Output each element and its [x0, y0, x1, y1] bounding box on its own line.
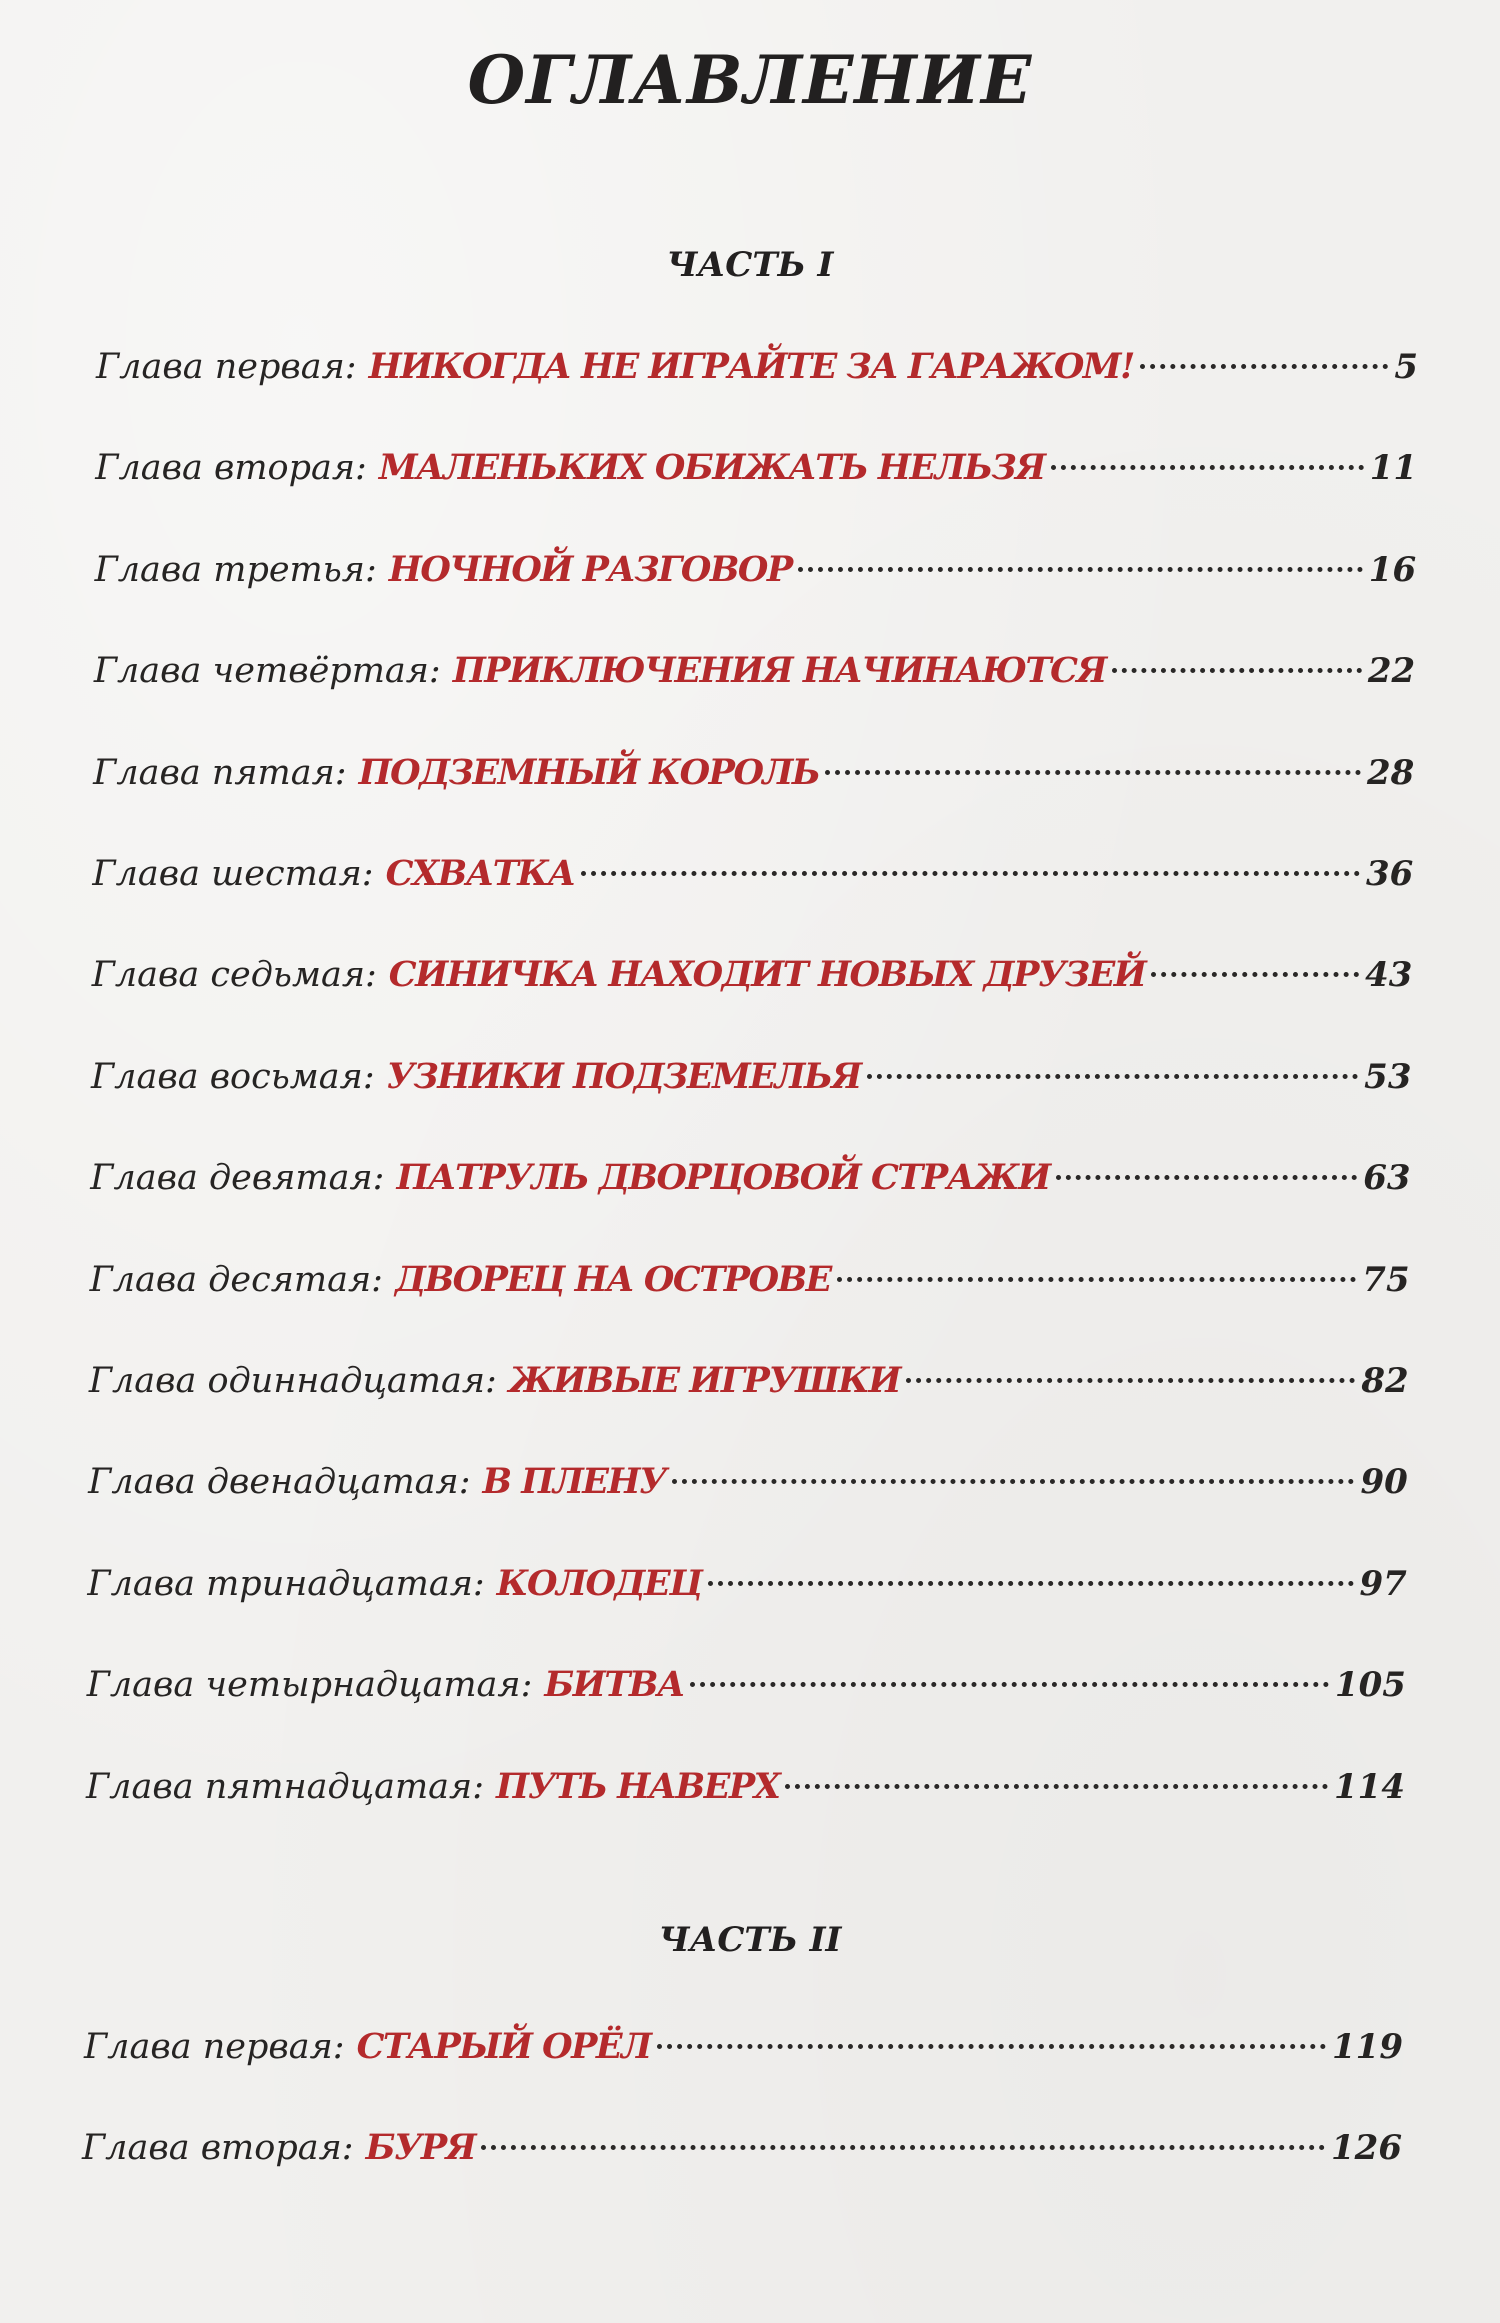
chapter-title[interactable]: СИНИЧКА НАХОДИТ НОВЫХ ДРУЗЕЙ	[388, 954, 1146, 996]
part-heading-2: ЧАСТЬ II	[658, 1920, 842, 1960]
toc-entry[interactable]	[92, 948, 1413, 1002]
chapter-title[interactable]: НИКОГДА НЕ ИГРАЙТЕ ЗА ГАРАЖОМ!	[368, 346, 1134, 387]
dot-leader	[906, 1378, 1355, 1383]
page-number: 22	[1367, 651, 1416, 692]
chapter-number-label: Глава четвёртая:	[93, 651, 441, 692]
page-number: 11	[1369, 448, 1418, 489]
chapter-title[interactable]: ПУТЬ НАВЕРХ	[496, 1765, 780, 1807]
page-number: 105	[1334, 1665, 1406, 1706]
chapter-number-label: Глава первая:	[84, 2027, 345, 2067]
toc-entry[interactable]	[84, 2020, 1403, 2074]
chapter-number-label: Глава двенадцатая:	[88, 1462, 471, 1503]
page-number: 43	[1365, 955, 1413, 996]
page-number: 126	[1331, 2128, 1402, 2168]
dot-leader	[837, 1277, 1356, 1282]
page-number: 90	[1360, 1462, 1408, 1503]
chapter-title[interactable]: ДВОРЕЦ НА ОСТРОВЕ	[394, 1258, 831, 1300]
chapter-number-label: Глава девятая:	[90, 1158, 385, 1199]
chapter-number-label: Глава одиннадцатая:	[88, 1361, 497, 1401]
page-number: 63	[1363, 1158, 1411, 1199]
page-title: ОГЛАВЛЕНИЕ	[467, 41, 1033, 119]
dot-leader	[481, 2145, 1325, 2150]
toc-entry[interactable]	[92, 847, 1413, 901]
chapter-number-label: Глава первая:	[96, 347, 357, 387]
page-number: 28	[1366, 752, 1415, 793]
chapter-number-label: Глава пятнадцатая:	[86, 1766, 485, 1807]
chapter-number-label: Глава шестая:	[92, 854, 374, 894]
dot-leader	[867, 1074, 1358, 1079]
dot-leader	[1056, 1175, 1358, 1180]
chapter-title[interactable]: БИТВА	[544, 1664, 684, 1706]
toc-entry[interactable]	[94, 644, 1415, 698]
page-number: 119	[1332, 2027, 1403, 2067]
chapter-title[interactable]: СТАРЫЙ ОРЁЛ	[356, 2026, 651, 2067]
toc-entry[interactable]	[90, 1253, 1410, 1307]
page-number: 75	[1362, 1259, 1410, 1300]
chapter-title[interactable]: КОЛОДЕЦ	[496, 1562, 702, 1604]
page-number: 53	[1364, 1056, 1412, 1097]
toc-entry[interactable]	[96, 340, 1418, 394]
dot-leader	[798, 567, 1363, 572]
page-number: 82	[1361, 1361, 1409, 1401]
chapter-number-label: Глава седьмая:	[91, 955, 377, 996]
chapter-number-label: Глава третья:	[94, 549, 377, 590]
dot-leader	[1140, 364, 1388, 369]
dot-leader	[1051, 465, 1364, 470]
dot-leader	[785, 1784, 1328, 1789]
chapter-title[interactable]: НОЧНОЙ РАЗГОВОР	[388, 548, 792, 590]
page-number: 16	[1368, 549, 1417, 590]
dot-leader	[1151, 972, 1359, 977]
dot-leader	[1112, 668, 1362, 673]
chapter-title[interactable]: УЗНИКИ ПОДЗЕМЕЛЬЯ	[386, 1055, 861, 1097]
dot-leader	[672, 1479, 1355, 1484]
page-number: 97	[1359, 1563, 1407, 1604]
chapter-title[interactable]: ПАТРУЛЬ ДВОРЦОВОЙ СТРАЖИ	[396, 1157, 1050, 1199]
toc-entry[interactable]	[87, 1658, 1406, 1712]
chapter-number-label: Глава вторая:	[95, 448, 367, 489]
chapter-title[interactable]: БУРЯ	[365, 2127, 476, 2168]
dot-leader	[825, 770, 1361, 775]
chapter-title[interactable]: ПРИКЛЮЧЕНИЯ НАЧИНАЮТСЯ	[452, 650, 1106, 692]
chapter-number-label: Глава тринадцатая:	[87, 1563, 485, 1604]
toc-entry[interactable]	[95, 543, 1417, 597]
toc-entry[interactable]	[91, 1050, 1412, 1104]
toc-entry[interactable]	[87, 1557, 1406, 1611]
chapter-title[interactable]: ЖИВЫЕ ИГРУШКИ	[508, 1360, 901, 1401]
toc-entry[interactable]	[89, 1354, 1409, 1408]
chapter-title[interactable]: СХВАТКА	[385, 853, 575, 894]
chapter-number-label: Глава вторая:	[82, 2128, 354, 2168]
toc-entry[interactable]	[93, 746, 1414, 800]
toc-entry[interactable]	[82, 2121, 1402, 2175]
toc-entry[interactable]	[86, 1760, 1405, 1814]
dot-leader	[657, 2044, 1326, 2049]
chapter-number-label: Глава десятая:	[89, 1259, 383, 1300]
dot-leader	[708, 1581, 1354, 1586]
part-heading-1: ЧАСТЬ I	[666, 245, 834, 285]
toc-entry[interactable]	[95, 441, 1417, 495]
chapter-number-label: Глава восьмая:	[91, 1056, 375, 1097]
chapter-title[interactable]: ПОДЗЕМНЫЙ КОРОЛЬ	[358, 751, 820, 793]
chapter-title[interactable]: В ПЛЕНУ	[482, 1461, 666, 1503]
chapter-title[interactable]: МАЛЕНЬКИХ ОБИЖАТЬ НЕЛЬЗЯ	[378, 447, 1045, 489]
toc-entry[interactable]	[90, 1151, 1410, 1205]
toc-entry[interactable]	[88, 1455, 1408, 1509]
dot-leader	[690, 1682, 1329, 1687]
chapter-number-label: Глава четырнадцатая:	[86, 1665, 533, 1706]
page-number: 36	[1366, 854, 1414, 894]
page-number: 114	[1334, 1766, 1405, 1807]
chapter-number-label: Глава пятая:	[93, 752, 347, 793]
dot-leader	[581, 871, 1360, 876]
page-number: 5	[1394, 347, 1418, 387]
